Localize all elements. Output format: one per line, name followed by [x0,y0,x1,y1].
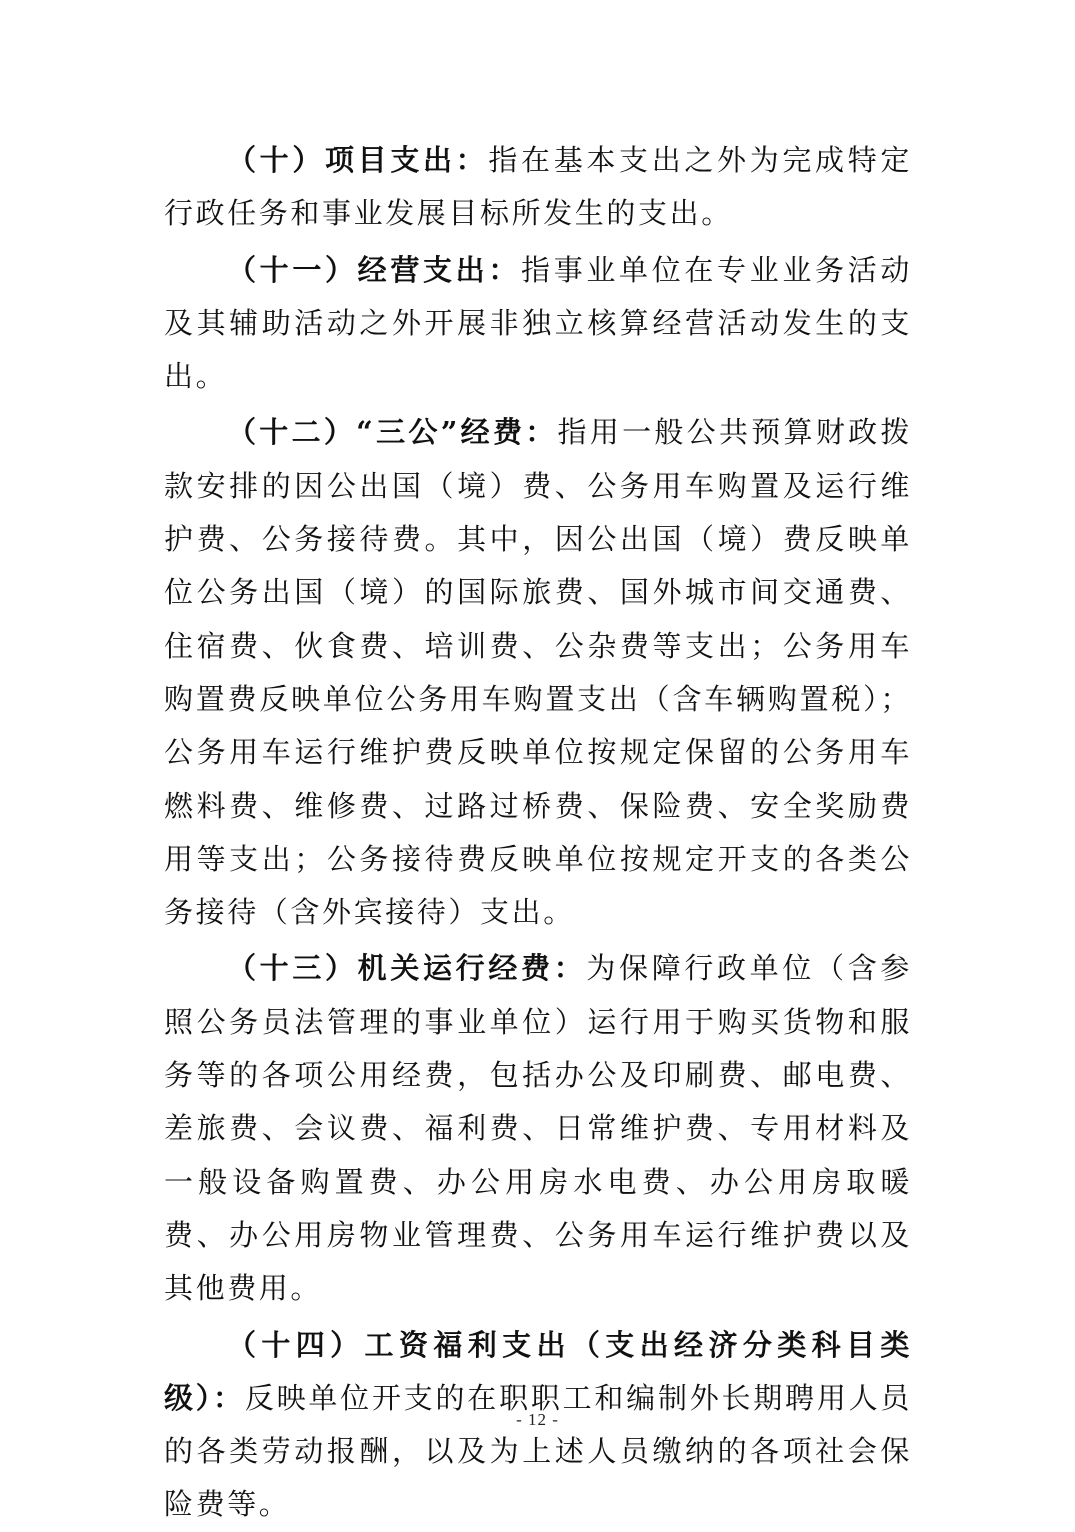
page-number: - 12 - [516,1410,559,1429]
term-heading: （十二）“三公”经费： [227,415,558,450]
term-heading: （十一）经营支出： [227,252,522,287]
paragraph-operating-expenditure [164,244,912,404]
paragraph-agency-operating-funds [164,942,912,1315]
term-heading: （十四）工资福利支出（支出经济分类科目类级）： [164,1327,912,1415]
term-heading: （十）项目支出： [227,143,489,177]
document-body [164,134,912,1532]
term-definition: 指在基本支出之外为完成特定行政任务和事业发展目标所发生的支出。 [164,143,912,231]
term-definition: 指用一般公共预算财政拨款安排的因公出国（境）费、公务用车购置及运行维护费、公务接待费。其中，因公出国（境）费反映单位公务出国（境）的国际旅费、国外城市间交通费、住宿费、伙食费、培训费、公杂费等支出；公务用车购置费反映单位公务用车购置支出（含车辆购置税）；公务用车运行维护费反映单位按规定保留的公务用车燃料费、维修费、过路过桥费、保险费、安全奖励费用等支出；公务接待费反映单位按规定开支的各类公务接待（含外宾接待）支出。 [164,415,912,930]
paragraph-project-expenditure [164,134,912,241]
term-definition: 反映单位开支的在职职工和编制外长期聘用人员的各类劳动报酬，以及为上述人员缴纳的各项社会保险费等。 [164,1380,912,1522]
term-heading: （十三）机关运行经费： [227,951,587,986]
term-definition: 为保障行政单位（含参照公务员法管理的事业单位）运行用于购买货物和服务等的各项公用经费，包括办公及印刷费、邮电费、差旅费、会议费、福利费、日常维护费、专用材料及一般设备购置费、办公用房水电费、办公用房取暖费、办公用房物业管理费、公务用车运行维护费以及其他费用。 [164,951,912,1306]
paragraph-three-public-expenses [164,406,912,939]
term-definition: 指事业单位在专业业务活动及其辅助活动之外开展非独立核算经营活动发生的支出。 [164,252,912,394]
